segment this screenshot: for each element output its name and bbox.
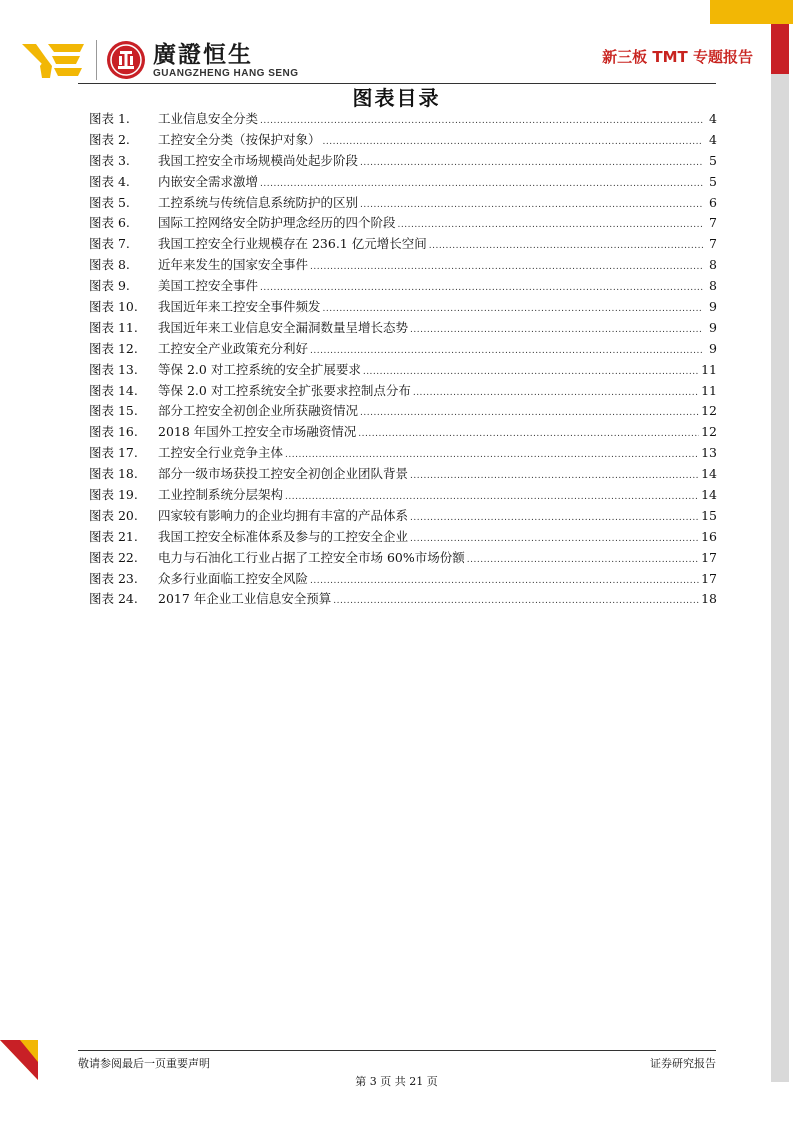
- toc-entry-label: 图表 11.: [89, 319, 138, 335]
- toc-entry-page: 9: [709, 299, 717, 315]
- figure-table-of-contents: [89, 109, 717, 610]
- toc-entry[interactable]: [89, 548, 717, 569]
- toc-entry-page: 15: [701, 507, 717, 523]
- toc-entry-title: 工控安全行业竞争主体: [158, 445, 284, 461]
- toc-entry[interactable]: [89, 464, 717, 485]
- toc-entry[interactable]: [89, 339, 717, 360]
- toc-entry-label: 图表 18.: [89, 466, 138, 482]
- toc-entry-label: 图表 3.: [89, 152, 130, 168]
- toc-entry-title: 2018 年国外工控安全市场融资情况: [158, 424, 357, 440]
- toc-entry[interactable]: [89, 151, 717, 172]
- toc-entry-page: 7: [709, 236, 717, 252]
- toc-dot-leader: [260, 111, 703, 126]
- toc-entry[interactable]: [89, 401, 717, 422]
- toc-dot-leader: [323, 132, 703, 147]
- toc-entry-title: 我国近年来工控安全事件频发: [158, 299, 321, 315]
- page-title: 图表目录: [352, 86, 441, 110]
- company-logo: [22, 38, 299, 82]
- toc-entry-page: 5: [709, 152, 717, 168]
- toc-dot-leader: [467, 550, 699, 565]
- toc-entry-title: 工控系统与传统信息系统防护的区别: [158, 194, 359, 210]
- toc-dot-leader: [358, 424, 699, 439]
- toc-entry-label: 图表 15.: [89, 403, 138, 419]
- corner-tab-decoration: [710, 0, 793, 24]
- toc-entry-label: 图表 20.: [89, 507, 138, 523]
- toc-dot-leader: [410, 529, 699, 544]
- toc-entry[interactable]: [89, 172, 717, 193]
- toc-entry-title: 电力与石油化工行业占据了工控安全市场 60%市场份额: [158, 549, 465, 565]
- logo-separator: [96, 40, 97, 80]
- toc-dot-leader: [333, 591, 699, 606]
- toc-entry[interactable]: [89, 318, 717, 339]
- toc-entry-title: 部分工控安全初创企业所获融资情况: [158, 403, 359, 419]
- side-bar-decoration: [771, 74, 789, 1082]
- toc-dot-leader: [260, 278, 703, 293]
- toc-entry-title: 国际工控网络安全防护理念经历的四个阶段: [158, 215, 396, 231]
- toc-entry[interactable]: [89, 276, 717, 297]
- footer-divider: [78, 1050, 716, 1051]
- toc-dot-leader: [285, 445, 699, 460]
- footer-doc-type: 证券研究报告: [650, 1057, 716, 1070]
- toc-dot-leader: [360, 153, 703, 168]
- toc-entry-page: 11: [701, 361, 717, 377]
- toc-entry[interactable]: [89, 527, 717, 548]
- toc-entry-page: 13: [701, 445, 717, 461]
- toc-dot-leader: [363, 362, 699, 377]
- toc-entry-page: 4: [709, 111, 717, 126]
- toc-entry-label: 图表 12.: [89, 340, 138, 356]
- toc-entry-page: 5: [709, 173, 717, 189]
- toc-entry-title: 我国工控安全标准体系及参与的工控安全企业: [158, 528, 409, 544]
- toc-entry-title: 我国近年来工业信息安全漏洞数量呈增长态势: [158, 319, 409, 335]
- toc-entry[interactable]: [89, 109, 717, 130]
- toc-dot-leader: [429, 236, 703, 251]
- toc-entry-page: 16: [701, 528, 717, 544]
- toc-dot-leader: [360, 403, 699, 418]
- toc-entry-label: 图表 14.: [89, 382, 138, 398]
- toc-entry-page: 17: [701, 570, 717, 586]
- toc-entry-title: 我国工控安全行业规模存在 236.1 亿元增长空间: [158, 236, 427, 252]
- toc-entry-label: 图表 17.: [89, 445, 138, 461]
- toc-entry[interactable]: [89, 443, 717, 464]
- toc-entry-label: 图表 23.: [89, 570, 138, 586]
- toc-dot-leader: [310, 571, 699, 586]
- toc-entry-title: 我国工控安全市场规模尚处起步阶段: [158, 152, 359, 168]
- toc-entry-title: 工控安全产业政策充分利好: [158, 340, 309, 356]
- toc-entry[interactable]: [89, 297, 717, 318]
- toc-entry-label: 图表 16.: [89, 424, 138, 440]
- toc-entry-title: 工控安全分类（按保护对象）: [158, 131, 321, 147]
- toc-dot-leader: [413, 383, 699, 398]
- toc-entry-page: 9: [709, 340, 717, 356]
- toc-entry-page: 4: [709, 131, 717, 147]
- toc-entry[interactable]: [89, 506, 717, 527]
- toc-dot-leader: [323, 299, 703, 314]
- toc-entry-label: 图表 7.: [89, 236, 130, 252]
- toc-entry[interactable]: [89, 422, 717, 443]
- toc-entry-page: 6: [709, 194, 717, 210]
- toc-entry-title: 美国工控安全事件: [158, 278, 259, 294]
- toc-dot-leader: [285, 487, 699, 502]
- toc-entry[interactable]: [89, 360, 717, 381]
- toc-entry-title: 众多行业面临工控安全风险: [158, 570, 309, 586]
- toc-entry-label: 图表 22.: [89, 549, 138, 565]
- toc-dot-leader: [410, 320, 703, 335]
- toc-entry-label: 图表 24.: [89, 591, 138, 607]
- toc-entry-label: 图表 13.: [89, 361, 138, 377]
- toc-dot-leader: [260, 174, 703, 189]
- toc-entry[interactable]: [89, 130, 717, 151]
- toc-entry-title: 等保 2.0 对工控系统的安全扩展要求: [158, 361, 361, 377]
- toc-entry-title: 工业信息安全分类: [158, 111, 259, 126]
- toc-entry-page: 12: [701, 403, 717, 419]
- footer-disclaimer: 敬请参阅最后一页重要声明: [78, 1057, 210, 1070]
- company-name-cn: 廣證恒生: [153, 41, 253, 68]
- toc-entry[interactable]: [89, 485, 717, 506]
- report-type: 新三板 TMT 专题报告: [602, 48, 753, 66]
- toc-entry-page: 8: [709, 278, 717, 294]
- toc-entry-page: 9: [709, 319, 717, 335]
- toc-entry-title: 2017 年企业工业信息安全预算: [158, 591, 332, 607]
- toc-entry-label: 图表 6.: [89, 215, 130, 231]
- toc-dot-leader: [410, 508, 699, 523]
- company-name-en: GUANGZHENG HANG SENG: [153, 67, 299, 79]
- toc-entry-page: 11: [701, 382, 717, 398]
- toc-entry-label: 图表 10.: [89, 299, 138, 315]
- toc-entry-title: 近年来发生的国家安全事件: [158, 257, 309, 273]
- toc-dot-leader: [310, 257, 703, 272]
- toc-entry-label: 图表 8.: [89, 257, 130, 273]
- toc-entry[interactable]: [89, 234, 717, 255]
- toc-entry-label: 图表 5.: [89, 194, 130, 210]
- toc-entry[interactable]: [89, 381, 717, 402]
- toc-entry-title: 工业控制系统分层架构: [158, 487, 284, 503]
- toc-entry-page: 12: [701, 424, 717, 440]
- toc-entry-page: 18: [701, 591, 717, 607]
- toc-entry-title: 内嵌安全需求激增: [158, 173, 259, 189]
- toc-entry[interactable]: [89, 213, 717, 234]
- toc-dot-leader: [398, 215, 703, 230]
- toc-dot-leader: [310, 341, 703, 356]
- toc-entry[interactable]: [89, 255, 717, 276]
- toc-entry-label: 图表 19.: [89, 487, 138, 503]
- toc-entry-label: 图表 1.: [89, 111, 130, 126]
- toc-entry[interactable]: [89, 589, 717, 610]
- toc-entry[interactable]: [89, 569, 717, 590]
- toc-entry-page: 14: [701, 487, 717, 503]
- toc-entry-label: 图表 21.: [89, 528, 138, 544]
- toc-entry-title: 等保 2.0 对工控系统安全扩张要求控制点分布: [158, 382, 411, 398]
- toc-entry-page: 17: [701, 549, 717, 565]
- seal-logo-icon: [105, 39, 147, 81]
- toc-entry[interactable]: [89, 193, 717, 214]
- toc-entry-page: 8: [709, 257, 717, 273]
- footer-page-number: 第 3 页 共 21 页: [355, 1075, 438, 1088]
- ye-logo-icon: [22, 40, 86, 80]
- toc-entry-label: 图表 2.: [89, 131, 130, 147]
- toc-entry-page: 14: [701, 466, 717, 482]
- toc-dot-leader: [360, 195, 703, 210]
- toc-entry-title: 四家较有影响力的企业均拥有丰富的产品体系: [158, 507, 409, 523]
- side-bar-cap: [771, 24, 789, 74]
- toc-entry-label: 图表 4.: [89, 173, 130, 189]
- toc-entry-title: 部分一级市场获投工控安全初创企业团队背景: [158, 466, 409, 482]
- toc-entry-label: 图表 9.: [89, 278, 130, 294]
- toc-dot-leader: [410, 466, 699, 481]
- toc-entry-page: 7: [709, 215, 717, 231]
